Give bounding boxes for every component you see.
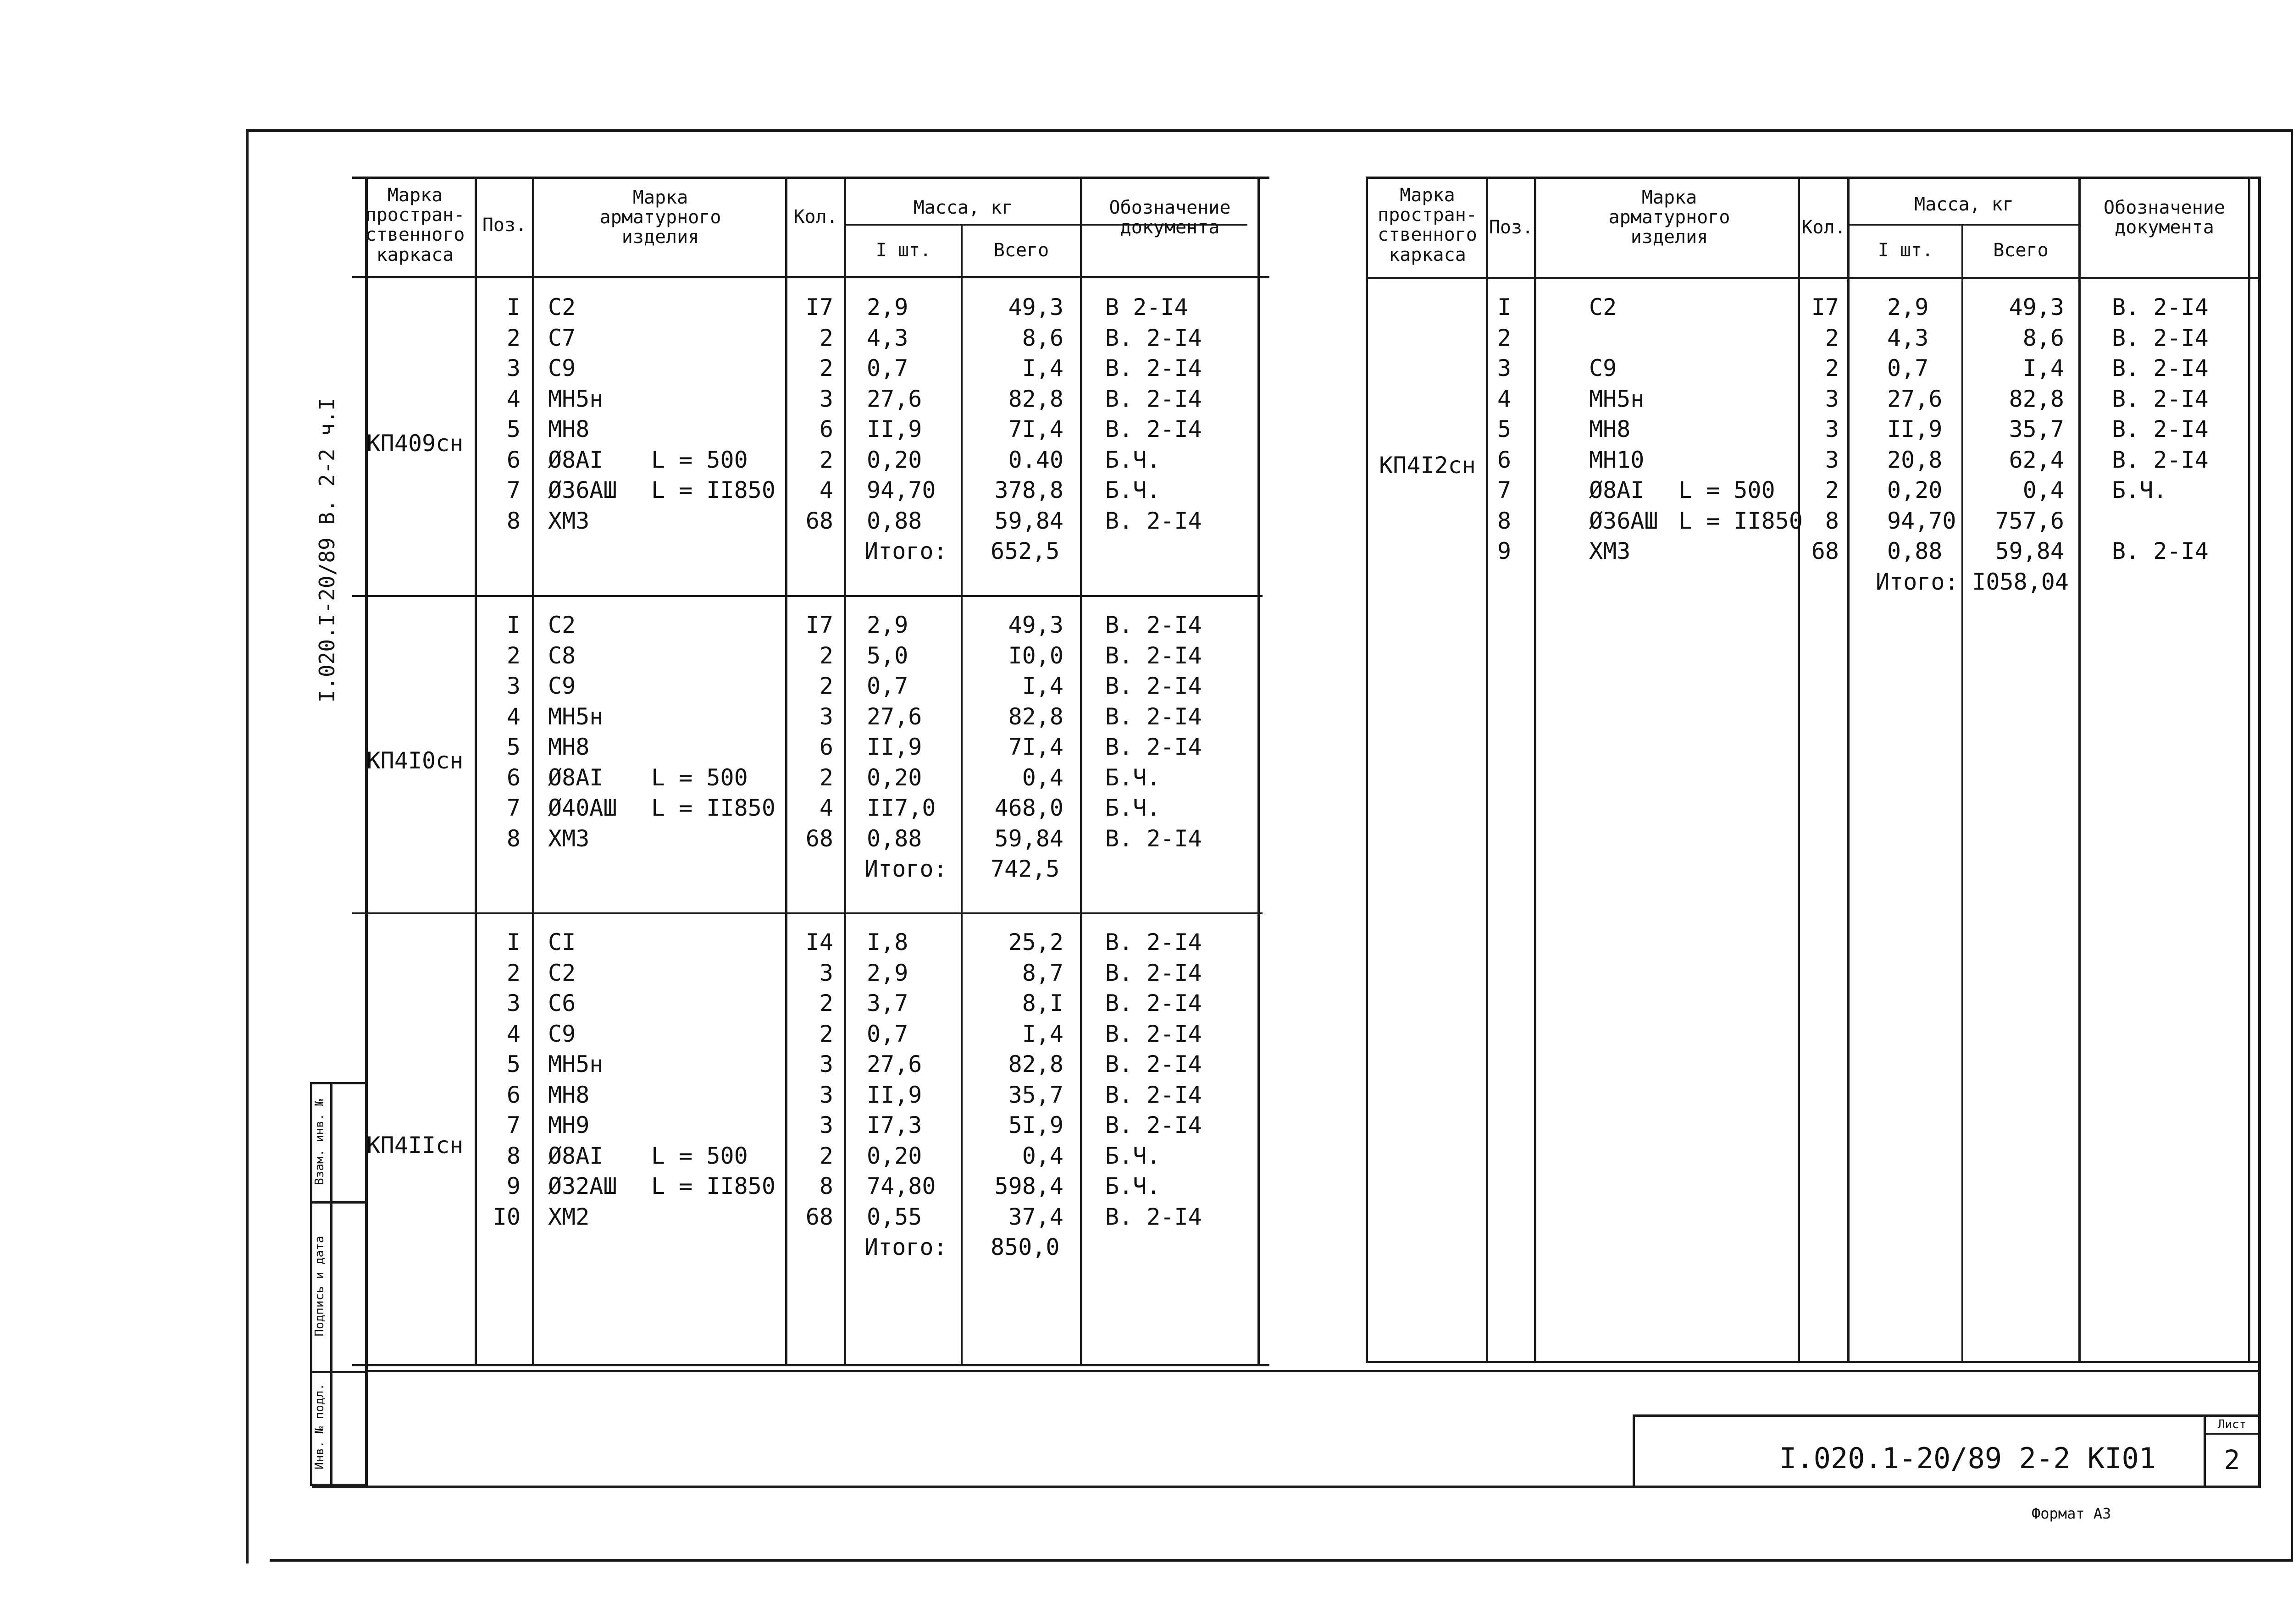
- right-header-mass-total: Всего: [1993, 240, 2049, 261]
- mass-one-value: 0,88: [867, 507, 922, 534]
- mass-one-value: 27,6: [867, 1051, 922, 1077]
- right-header-item-mark: Марка арматурного изделия: [1608, 187, 1730, 248]
- right-header-mass: Масса, кг: [1914, 194, 2014, 215]
- mass-total-value: 35,7: [2009, 416, 2064, 442]
- mass-one-value: 4,3: [1887, 324, 1929, 351]
- mass-total-value: 8,6: [1022, 324, 1063, 351]
- position-number: 7: [506, 477, 521, 503]
- inner-border-bottom: [312, 1486, 2261, 1488]
- position-number: 2: [506, 959, 521, 986]
- right-total-label: Итого:: [1876, 568, 1959, 595]
- right-total-value: I058,04: [1972, 568, 2069, 595]
- header-item-mark: Марка арматурного изделия: [599, 187, 721, 248]
- quantity-value: 3: [819, 1112, 833, 1138]
- mass-total-value: 82,8: [1008, 703, 1063, 730]
- position-number: 8: [1497, 507, 1512, 534]
- position-number: 3: [506, 355, 521, 381]
- mass-total-value: 757,6: [1995, 507, 2064, 534]
- mass-total-value: I,4: [1022, 1020, 1063, 1047]
- quantity-value: 2: [819, 642, 833, 669]
- mass-one-value: 0,7: [867, 355, 908, 381]
- header-document: Обозначение документа: [1109, 197, 1231, 238]
- document-reference: Б.Ч.: [1105, 795, 1161, 821]
- mass-total-value: 82,8: [2009, 385, 2064, 412]
- document-reference: В. 2-I4: [1105, 324, 1202, 351]
- item-mark: ХМ2: [548, 1203, 590, 1230]
- mass-total-value: 49,3: [2009, 294, 2064, 320]
- mass-total-value: 8,6: [2022, 324, 2064, 351]
- mass-total-value: 59,84: [1995, 538, 2064, 564]
- item-mark: ХМ3: [1589, 538, 1631, 564]
- inner-border-left: [365, 177, 368, 1488]
- quantity-value: 3: [1825, 446, 1839, 473]
- document-reference: В. 2-I4: [1105, 673, 1202, 699]
- mass-one-value: 2,9: [867, 612, 908, 638]
- right-header-quantity: Кол.: [1801, 217, 1846, 238]
- document-reference: Б.Ч.: [1105, 446, 1161, 473]
- item-mark: Ø8АI: [548, 446, 604, 473]
- item-mark: Ø8АI: [548, 764, 604, 791]
- item-mark: МН8: [1589, 416, 1631, 442]
- mass-total-value: I,4: [2022, 355, 2064, 381]
- mass-one-value: 27,6: [867, 385, 922, 412]
- right-header-position: Поз.: [1489, 217, 1534, 238]
- document-reference: В. 2-I4: [1105, 612, 1202, 638]
- position-number: 3: [1497, 355, 1512, 381]
- quantity-value: 2: [819, 990, 833, 1016]
- header-mass-one: I шт.: [875, 240, 931, 261]
- mass-one-value: 94,70: [1887, 507, 1956, 534]
- mass-total-value: I0,0: [1008, 642, 1063, 669]
- item-mark: С7: [548, 324, 576, 351]
- item-mark: С2: [548, 612, 576, 638]
- quantity-value: 2: [819, 446, 833, 473]
- item-mark: С2: [1589, 294, 1617, 320]
- total-label: Итого:: [864, 1234, 947, 1260]
- position-number: 5: [506, 734, 521, 760]
- total-label: Итого:: [864, 856, 947, 882]
- document-reference: В. 2-I4: [2112, 446, 2209, 473]
- document-reference: В. 2-I4: [1105, 1020, 1202, 1047]
- mass-one-value: 3,7: [867, 990, 908, 1016]
- document-reference: В. 2-I4: [1105, 703, 1202, 730]
- stamp-signature-date: Подпись и дата: [313, 1236, 327, 1337]
- mass-total-value: 598,4: [994, 1173, 1063, 1199]
- item-mark: С8: [548, 642, 576, 669]
- item-length: L = 500: [651, 446, 748, 473]
- mass-one-value: 0,20: [867, 764, 922, 791]
- position-number: 6: [506, 1081, 521, 1108]
- right-header-document: Обозначение документа: [2104, 197, 2225, 238]
- mass-one-value: 0,20: [1887, 477, 1943, 503]
- position-number: 7: [1497, 477, 1512, 503]
- mass-one-value: 27,6: [1887, 385, 1943, 412]
- frame-left: [246, 129, 249, 1563]
- mass-total-value: I,4: [1022, 355, 1063, 381]
- position-number: 4: [1497, 385, 1512, 412]
- document-reference: В. 2-I4: [1105, 1203, 1202, 1230]
- mass-total-value: 62,4: [2009, 446, 2064, 473]
- mass-one-value: 0,20: [867, 446, 922, 473]
- mass-one-value: 0,55: [867, 1203, 922, 1230]
- item-mark: ХМ3: [548, 507, 590, 534]
- position-number: 5: [506, 416, 521, 442]
- document-reference: В. 2-I4: [1105, 355, 1202, 381]
- document-reference: В. 2-I4: [2112, 324, 2209, 351]
- item-mark: МН9: [548, 1112, 590, 1138]
- quantity-value: 3: [819, 703, 833, 730]
- position-number: I0: [493, 1203, 521, 1230]
- mass-total-value: 37,4: [1008, 1203, 1063, 1230]
- item-mark: С9: [1589, 355, 1617, 381]
- item-mark: МН10: [1589, 446, 1645, 473]
- mass-total-value: 49,3: [1008, 294, 1063, 320]
- mass-one-value: II,9: [867, 416, 922, 442]
- total-value: 742,5: [991, 856, 1060, 882]
- document-reference: В. 2-I4: [1105, 507, 1202, 534]
- mass-one-value: 2,9: [867, 959, 908, 986]
- mass-total-value: 82,8: [1008, 1051, 1063, 1077]
- position-number: 6: [1497, 446, 1512, 473]
- item-mark: С9: [548, 1020, 576, 1047]
- document-reference: В. 2-I4: [1105, 1112, 1202, 1138]
- document-reference: В. 2-I4: [1105, 642, 1202, 669]
- position-number: 6: [506, 446, 521, 473]
- item-mark: Ø8АI: [1589, 477, 1645, 503]
- mass-one-value: II,9: [867, 1081, 922, 1108]
- quantity-value: 2: [1825, 477, 1839, 503]
- mass-total-value: 82,8: [1008, 385, 1063, 412]
- position-number: 2: [1497, 324, 1512, 351]
- quantity-value: 2: [819, 1020, 833, 1047]
- side-document-code: I.020.I-20/89 В. 2-2 ч.I: [315, 398, 339, 703]
- mass-total-value: 7I,4: [1008, 416, 1063, 442]
- mass-one-value: 0,7: [867, 673, 908, 699]
- mass-one-value: 0,88: [1887, 538, 1943, 564]
- position-number: 8: [506, 825, 521, 852]
- quantity-value: I7: [805, 612, 833, 638]
- total-value: 652,5: [991, 538, 1060, 564]
- document-reference: В. 2-I4: [1105, 929, 1202, 956]
- quantity-value: 2: [819, 324, 833, 351]
- mass-total-value: 59,84: [994, 825, 1063, 852]
- document-reference: В. 2-I4: [2112, 538, 2209, 564]
- item-mark: С9: [548, 355, 576, 381]
- paper-format-label: Формат А3: [2032, 1505, 2111, 1522]
- header-mass: Масса, кг: [913, 197, 1013, 218]
- document-reference: В. 2-I4: [1105, 1081, 1202, 1108]
- mass-one-value: 27,6: [867, 703, 922, 730]
- position-number: 4: [506, 1020, 521, 1047]
- document-reference: Б.Ч.: [1105, 764, 1161, 791]
- position-number: I: [506, 929, 521, 956]
- document-reference: Б.Ч.: [1105, 1142, 1161, 1169]
- quantity-value: 3: [1825, 416, 1839, 442]
- position-number: 6: [506, 764, 521, 791]
- stamp-inv-no: Инв. № подл.: [313, 1383, 327, 1469]
- position-number: 9: [506, 1173, 521, 1199]
- document-reference: Б.Ч.: [1105, 1173, 1161, 1199]
- quantity-value: 68: [805, 1203, 833, 1230]
- mass-one-value: II,9: [1887, 416, 1943, 442]
- item-mark: МН8: [548, 416, 590, 442]
- mass-one-value: 5,0: [867, 642, 908, 669]
- position-number: I: [506, 294, 521, 320]
- position-number: 7: [506, 795, 521, 821]
- mass-one-value: 74,80: [867, 1173, 936, 1199]
- quantity-value: 6: [819, 734, 833, 760]
- position-number: 4: [506, 385, 521, 412]
- item-length: L = 500: [1678, 477, 1775, 503]
- title-block-document-code: I.020.1-20/89 2-2 КI01: [1779, 1442, 2156, 1475]
- mass-total-value: 0,4: [1022, 764, 1063, 791]
- item-length: L = II850: [651, 795, 775, 821]
- item-mark: Ø36АШ: [548, 477, 617, 503]
- document-reference: В. 2-I4: [1105, 734, 1202, 760]
- item-mark: МН5н: [548, 703, 604, 730]
- item-length: L = II850: [651, 477, 775, 503]
- document-reference: В. 2-I4: [2112, 385, 2209, 412]
- quantity-value: I4: [805, 929, 833, 956]
- position-number: 8: [506, 507, 521, 534]
- position-number: 8: [506, 1142, 521, 1169]
- mass-total-value: 7I,4: [1008, 734, 1063, 760]
- quantity-value: 68: [1811, 538, 1839, 564]
- document-reference: В. 2-I4: [1105, 416, 1202, 442]
- quantity-value: I7: [1811, 294, 1839, 320]
- mass-total-value: 8,7: [1022, 959, 1063, 986]
- mass-one-value: 0,7: [1887, 355, 1929, 381]
- document-reference: В. 2-I4: [1105, 990, 1202, 1016]
- document-reference: В. 2-I4: [1105, 385, 1202, 412]
- item-mark: С9: [548, 673, 576, 699]
- quantity-value: 2: [819, 355, 833, 381]
- mass-one-value: 0,20: [867, 1142, 922, 1169]
- item-mark: С6: [548, 990, 576, 1016]
- item-length: L = II850: [651, 1173, 775, 1199]
- quantity-value: 8: [819, 1173, 833, 1199]
- item-length: L = 500: [651, 1142, 748, 1169]
- quantity-value: 2: [819, 764, 833, 791]
- item-length: L = 500: [651, 764, 748, 791]
- mass-total-value: 59,84: [994, 507, 1063, 534]
- position-number: I: [506, 612, 521, 638]
- document-reference: В. 2-I4: [1105, 825, 1202, 852]
- item-mark: МН8: [548, 734, 590, 760]
- right-header-frame-mark: Марка простран- ственного каркаса: [1378, 185, 1477, 265]
- mass-one-value: I7,3: [867, 1112, 922, 1138]
- mass-total-value: 0.40: [1008, 446, 1063, 473]
- frame-mark-label: КП409сн: [366, 430, 464, 457]
- item-mark: МН5н: [1589, 385, 1645, 412]
- right-frame-mark-label: КП4I2сн: [1379, 452, 1476, 479]
- frame-mark-label: КП4IIсн: [366, 1132, 464, 1159]
- position-number: 2: [506, 642, 521, 669]
- total-value: 850,0: [991, 1234, 1060, 1260]
- frame-right: [2291, 129, 2293, 1562]
- quantity-value: 8: [1825, 507, 1839, 534]
- quantity-value: 4: [819, 477, 833, 503]
- mass-one-value: 0,7: [867, 1020, 908, 1047]
- item-mark: МН5н: [548, 385, 604, 412]
- item-mark: СI: [548, 929, 576, 956]
- position-number: 3: [506, 673, 521, 699]
- item-mark: Ø32АШ: [548, 1173, 617, 1199]
- document-reference: В. 2-I4: [1105, 1051, 1202, 1077]
- position-number: 4: [506, 703, 521, 730]
- quantity-value: 2: [1825, 324, 1839, 351]
- mass-one-value: 2,9: [1887, 294, 1929, 320]
- item-mark: Ø40АШ: [548, 795, 617, 821]
- inner-band-line: [365, 1370, 2258, 1372]
- mass-total-value: 0,4: [2022, 477, 2064, 503]
- position-number: 2: [506, 324, 521, 351]
- frame-mark-label: КП4I0сн: [366, 747, 464, 774]
- mass-total-value: 35,7: [1008, 1081, 1063, 1108]
- document-reference: В. 2-I4: [2112, 294, 2209, 320]
- quantity-value: I7: [805, 294, 833, 320]
- total-label: Итого:: [864, 538, 947, 564]
- header-position: Поз.: [482, 215, 527, 236]
- mass-one-value: II7,0: [867, 795, 936, 821]
- mass-total-value: 5I,9: [1008, 1112, 1063, 1138]
- quantity-value: 6: [819, 416, 833, 442]
- sheet-number: 2: [2224, 1444, 2240, 1475]
- mass-total-value: I,4: [1022, 673, 1063, 699]
- mass-one-value: II,9: [867, 734, 922, 760]
- mass-one-value: 2,9: [867, 294, 908, 320]
- item-mark: С2: [548, 959, 576, 986]
- document-reference: В. 2-I4: [2112, 355, 2209, 381]
- document-reference: Б.Ч.: [1105, 477, 1161, 503]
- quantity-value: 3: [819, 1051, 833, 1077]
- position-number: 5: [1497, 416, 1512, 442]
- mass-total-value: 25,2: [1008, 929, 1063, 956]
- mass-total-value: 8,I: [1022, 990, 1063, 1016]
- quantity-value: 3: [819, 1081, 833, 1108]
- header-mass-total: Всего: [993, 240, 1049, 261]
- item-mark: МН8: [548, 1081, 590, 1108]
- right-header-mass-one: I шт.: [1878, 240, 1933, 261]
- frame-bottom: [270, 1559, 2293, 1562]
- item-mark: С2: [548, 294, 576, 320]
- quantity-value: 2: [1825, 355, 1839, 381]
- quantity-value: 4: [819, 795, 833, 821]
- position-number: 9: [1497, 538, 1512, 564]
- mass-total-value: 378,8: [994, 477, 1063, 503]
- position-number: 3: [506, 990, 521, 1016]
- document-reference: В. 2-I4: [1105, 959, 1202, 986]
- mass-one-value: 20,8: [1887, 446, 1943, 473]
- item-mark: Ø8АI: [548, 1142, 604, 1169]
- position-number: I: [1497, 294, 1512, 320]
- header-quantity: Кол.: [793, 206, 838, 227]
- position-number: 5: [506, 1051, 521, 1077]
- stamp-replacement-inv: Взам. инв. №: [313, 1099, 327, 1185]
- mass-one-value: 94,70: [867, 477, 936, 503]
- position-number: 7: [506, 1112, 521, 1138]
- frame-top: [247, 129, 2291, 132]
- mass-one-value: 0,88: [867, 825, 922, 852]
- mass-total-value: 0,4: [1022, 1142, 1063, 1169]
- quantity-value: 2: [819, 1142, 833, 1169]
- mass-one-value: 4,3: [867, 324, 908, 351]
- item-mark: Ø36АШ: [1589, 507, 1658, 534]
- inner-border-right: [2258, 177, 2261, 1488]
- quantity-value: 2: [819, 673, 833, 699]
- quantity-value: 68: [805, 825, 833, 852]
- document-reference: В 2-I4: [1105, 294, 1188, 320]
- mass-total-value: 49,3: [1008, 612, 1063, 638]
- sheet-label: Лист: [2217, 1418, 2247, 1431]
- document-reference: Б.Ч.: [2112, 477, 2167, 503]
- header-frame-mark: Марка простран- ственного каркаса: [365, 185, 465, 265]
- quantity-value: 68: [805, 507, 833, 534]
- item-length: L = II850: [1678, 507, 1803, 534]
- quantity-value: 3: [819, 385, 833, 412]
- quantity-value: 3: [819, 959, 833, 986]
- item-mark: ХМ3: [548, 825, 590, 852]
- quantity-value: 3: [1825, 385, 1839, 412]
- mass-total-value: 468,0: [994, 795, 1063, 821]
- item-mark: МН5н: [548, 1051, 604, 1077]
- mass-one-value: I,8: [867, 929, 908, 956]
- document-reference: В. 2-I4: [2112, 416, 2209, 442]
